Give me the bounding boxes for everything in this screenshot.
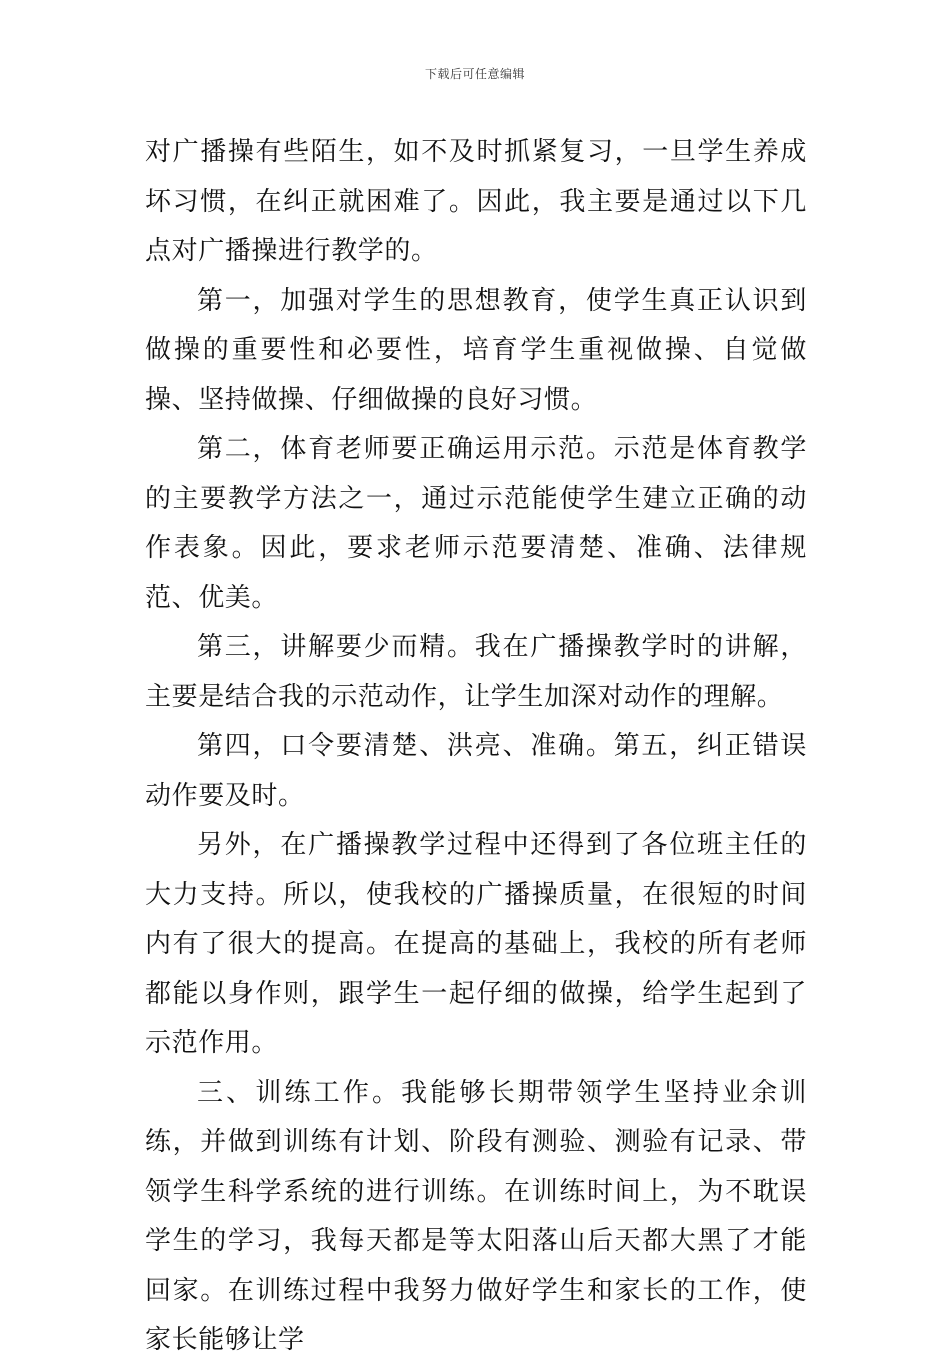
paragraph-training-work: 三、训练工作。我能够长期带领学生坚持业余训练，并做到训练有计划、阶段有测验、测验有记录、带领学生科学系统的进行训练。在训练时间上，为不耽误学生的学习，我每天都是等太阳落山后天都大黑了才能回家。在训练过程中我努力做好学生和家长的工作，使家长能够让学 <box>145 1077 807 1355</box>
paragraph-point-four-five: 第四，口令要清楚、洪亮、准确。第五，纠正错误动作要及时。 <box>145 731 807 811</box>
paragraph-additional: 另外，在广播操教学过程中还得到了各位班主任的大力支持。所以，使我校的广播操质量，在很短的时间内有了很大的提高。在提高的基础上，我校的所有老师都能以身作则，跟学生一起仔细的做操，给学生起到了示范作用。 <box>145 830 807 1058</box>
page-header: 下载后可任意编辑 <box>424 67 525 81</box>
paragraph-point-two: 第二，体育老师要正确运用示范。示范是体育教学的主要教学方法之一，通过示范能使学生建立正确的动作表象。因此，要求老师示范要清楚、准确、法律规范、优美。 <box>145 434 807 613</box>
paragraph-point-three: 第三，讲解要少而精。我在广播操教学时的讲解，主要是结合我的示范动作，让学生加深对动作的理解。 <box>145 632 807 712</box>
paragraph-point-one: 第一，加强对学生的思想教育，使学生真正认识到做操的重要性和必要性，培育学生重视做操、自觉做操、坚持做操、仔细做操的良好习惯。 <box>145 285 807 415</box>
document-body <box>145 128 807 1366</box>
paragraph-continued: 对广播操有些陌生，如不及时抓紧复习，一旦学生养成坏习惯，在纠正就困难了。因此，我主要是通过以下几点对广播操进行教学的。 <box>145 137 807 266</box>
